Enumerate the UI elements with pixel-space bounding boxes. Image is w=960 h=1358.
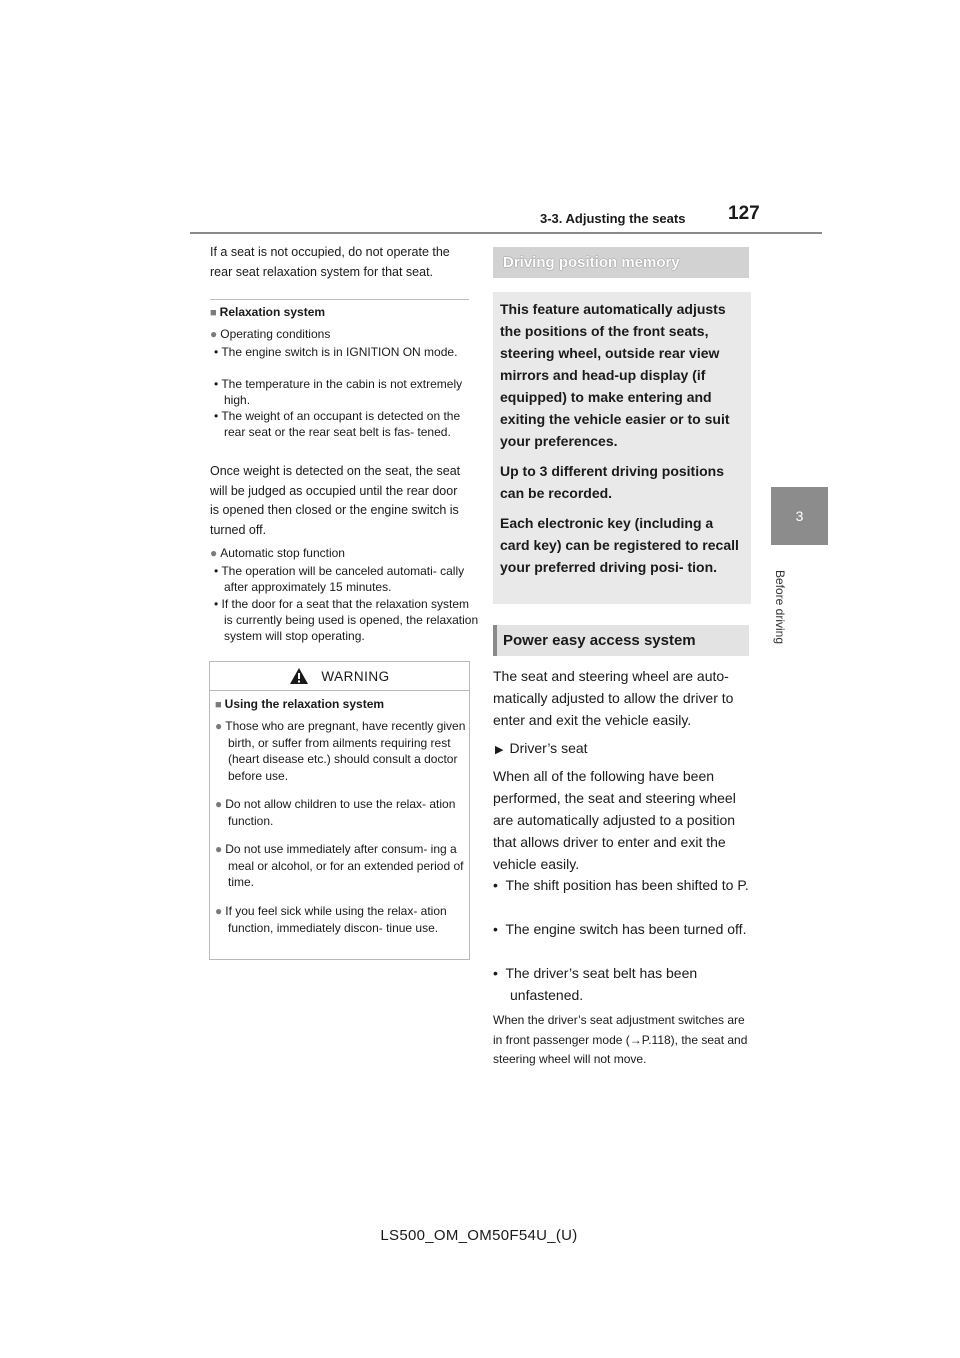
list-item: • The driver’s seat belt has been unfastened. xyxy=(493,965,698,1003)
document-code: LS500_OM_OM50F54U_(U) xyxy=(380,1227,578,1244)
list-item: ● Do not use immediately after consum- ing a meal or alcohol, or for an extended period of time. xyxy=(215,842,464,889)
list-item: ● Those who are pregnant, have recently given birth, or suffer from ailments requiring rest (heart disease etc.) should consult a doctor before use. xyxy=(215,719,466,783)
weight-paragraph: Once weight is detected on the seat, the seat will be judged as occupied until the rear door is opened then closed or the engine switch is turned off. xyxy=(210,464,461,537)
triangle-right-icon: ▶ xyxy=(495,744,504,756)
driving-position-info-box xyxy=(493,292,751,604)
list-item: • The temperature in the cabin is not extremely high. xyxy=(214,377,463,407)
when-paragraph: When all of the following have been performed, the seat and steering wheel are automatically adjusted to a position that allows driver to enter and exit the vehicle easily. xyxy=(493,768,736,872)
power-easy-access-heading: Power easy access system xyxy=(493,625,749,656)
relaxation-heading: ■ Relaxation system xyxy=(210,305,326,319)
warning-triangle-icon xyxy=(289,667,309,685)
warning-subheading: ■ Using the relaxation system xyxy=(215,697,385,711)
intro-paragraph: If a seat is not occupied, do not operate the rear seat relaxation system for that seat. xyxy=(210,245,450,279)
driving-position-heading: Driving position memory xyxy=(493,247,749,278)
info-paragraph: Each electronic key (including a card key) can be registered to recall your preferred driving posi- tion. xyxy=(500,515,739,575)
warning-title: WARNING xyxy=(210,662,469,691)
drivers-seat-label: ▶ Driver’s seat xyxy=(495,740,588,756)
section-title: 3-3. Adjusting the seats xyxy=(540,211,686,226)
square-bullet-icon: ■ xyxy=(210,307,217,319)
power-easy-intro: The seat and steering wheel are auto- matically adjusted to allow the driver to enter and exit the vehicle easily. xyxy=(493,668,734,728)
header-divider xyxy=(190,232,822,234)
list-item: • The operation will be canceled automati- cally after approximately 15 minutes. xyxy=(214,564,465,594)
info-paragraph: This feature automatically adjusts the positions of the front seats, steering wheel, outside rear view mirrors and head-up display (if equipped) to make entering and exiting the vehicle easier or to suit your preferences. xyxy=(500,301,730,449)
circle-bullet-icon: ● xyxy=(215,842,223,856)
list-item: • The weight of an occupant is detected on the rear seat or the rear seat belt is fas- tened. xyxy=(214,409,461,439)
list-item: ● Do not allow children to use the relax- ation function. xyxy=(215,797,456,828)
info-paragraph: Up to 3 different driving positions can be recorded. xyxy=(500,463,724,501)
list-item: ● If you feel sick while using the relax- ation function, immediately discon- tinue use. xyxy=(215,904,447,935)
chapter-title: Before driving xyxy=(773,569,787,645)
heading-accent-bar xyxy=(493,625,497,656)
section-divider xyxy=(210,299,469,300)
chapter-title-vertical xyxy=(770,560,788,660)
auto-stop-heading: ● Automatic stop function xyxy=(210,546,345,560)
circle-bullet-icon: ● xyxy=(210,327,218,341)
circle-bullet-icon: ● xyxy=(215,797,223,811)
page-number: 127 xyxy=(728,203,760,224)
chapter-number: 3 xyxy=(795,508,804,524)
list-item: • The shift position has been shifted to P. xyxy=(493,877,749,893)
circle-bullet-icon: ● xyxy=(215,719,223,733)
operating-conditions-heading: ● Operating conditions xyxy=(210,327,331,341)
note-paragraph: When the driver’s seat adjustment switches are in front passenger mode (→P.118), the seat and steering wheel will not move. xyxy=(493,1013,748,1066)
list-item: • The engine switch is in IGNITION ON mode. xyxy=(214,345,458,359)
chapter-tab xyxy=(771,487,828,545)
square-bullet-icon: ■ xyxy=(215,699,222,711)
circle-bullet-icon: ● xyxy=(215,904,223,918)
list-item: • If the door for a seat that the relaxation system is currently being used is opened, the relaxation system will stop operating. xyxy=(214,597,479,643)
circle-bullet-icon: ● xyxy=(210,546,218,560)
list-item: • The engine switch has been turned off. xyxy=(493,921,747,937)
